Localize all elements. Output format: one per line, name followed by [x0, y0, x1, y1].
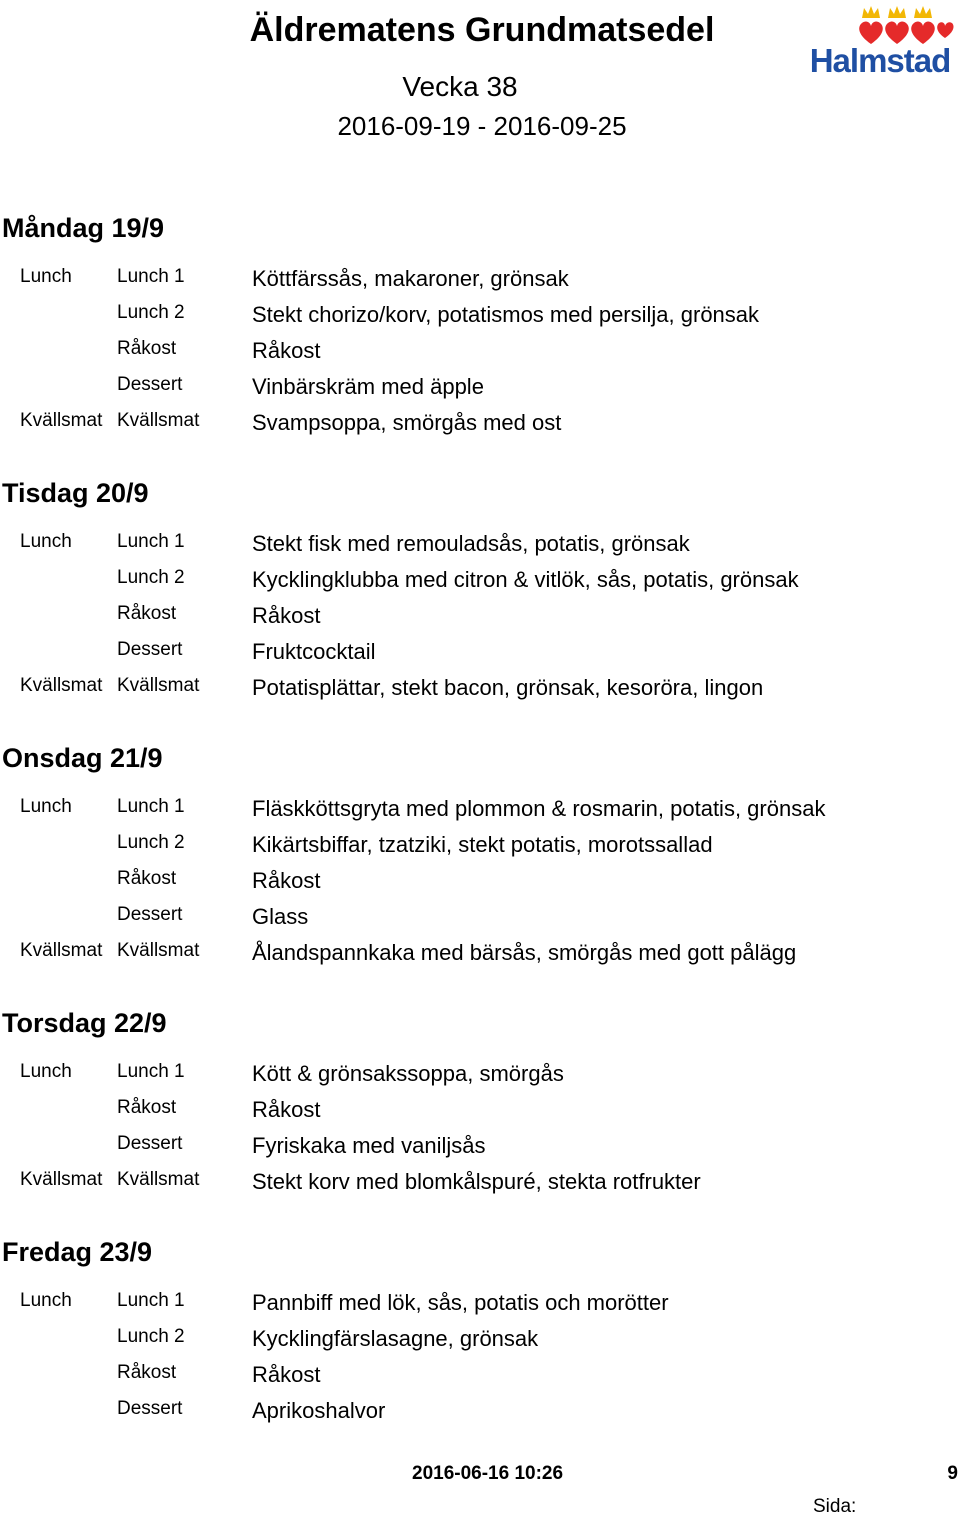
halmstad-logo	[800, 4, 960, 80]
meal-type: Lunch	[20, 796, 72, 817]
dish: Stekt fisk med remouladsås, potatis, grönsak	[252, 531, 690, 556]
dish: Fläskköttsgryta med plommon & rosmarin, potatis, grönsak	[252, 796, 826, 821]
dish: Råkost	[252, 338, 321, 363]
menu-row	[0, 337, 960, 373]
meal-subtype: Dessert	[117, 1133, 183, 1154]
menu-row	[0, 265, 960, 301]
meal-type: Lunch	[20, 1061, 72, 1082]
dish: Vinbärskräm med äpple	[252, 374, 484, 399]
menu-row	[0, 795, 960, 831]
document-header	[0, 0, 960, 160]
menu-row	[0, 530, 960, 566]
dish: Fyriskaka med vaniljsås	[252, 1133, 486, 1158]
dish: Kikärtsbiffar, tzatziki, stekt potatis, morotssallad	[252, 832, 713, 857]
meal-subtype: Dessert	[117, 639, 183, 660]
dish: Råkost	[252, 868, 321, 893]
dish: Aprikoshalvor	[252, 1398, 386, 1423]
meal-subtype: Lunch 2	[117, 1326, 185, 1347]
dish: Råkost	[252, 1362, 321, 1387]
print-timestamp: 2016-06-16 10:26	[412, 1463, 564, 1484]
meal-subtype: Dessert	[117, 374, 183, 395]
meal-subtype: Råkost	[117, 1362, 177, 1383]
dish: Ålandspannkaka med bärsås, smörgås med gott pålägg	[252, 940, 797, 965]
dish: Glass	[252, 904, 309, 929]
meal-subtype: Dessert	[117, 1398, 183, 1419]
menu-row	[0, 1361, 960, 1397]
dish: Köttfärssås, makaroner, grönsak	[252, 266, 569, 291]
dish: Kycklingfärslasagne, grönsak	[252, 1326, 539, 1351]
menu-row	[0, 1168, 960, 1204]
page-title: Äldrematens Grundmatsedel	[249, 11, 715, 49]
meal-subtype: Lunch 1	[117, 266, 185, 287]
menu-row	[0, 373, 960, 409]
menu-row	[0, 903, 960, 939]
menu-row	[0, 409, 960, 445]
week-label: Vecka 38	[402, 71, 518, 102]
dish: Stekt chorizo/korv, potatismos med persilja, grönsak	[252, 302, 760, 327]
menu-row	[0, 602, 960, 638]
page-label: Sida:	[813, 1496, 857, 1517]
menu-row	[0, 1060, 960, 1096]
meal-subtype: Dessert	[117, 904, 183, 925]
meal-subtype: Lunch 1	[117, 1290, 185, 1311]
dish: Stekt korv med blomkålspuré, stekta rotfrukter	[252, 1169, 701, 1194]
meal-subtype: Lunch 1	[117, 531, 185, 552]
page-number: 9	[947, 1463, 958, 1484]
meal-subtype: Kvällsmat	[117, 1169, 200, 1190]
dish: Pannbiff med lök, sås, potatis och morötter	[252, 1290, 669, 1315]
day-title: Onsdag 21/9	[2, 743, 163, 773]
meal-type: Kvällsmat	[20, 1169, 103, 1190]
meal-subtype: Lunch 2	[117, 567, 185, 588]
meal-subtype: Råkost	[117, 1097, 177, 1118]
menu-row	[0, 939, 960, 975]
meal-type: Kvällsmat	[20, 410, 103, 431]
dish: Råkost	[252, 1097, 321, 1122]
meal-subtype: Råkost	[117, 338, 177, 359]
meal-type: Kvällsmat	[20, 675, 103, 696]
day-title: Fredag 23/9	[2, 1237, 153, 1267]
menu-row	[0, 867, 960, 903]
meal-type: Lunch	[20, 1290, 72, 1311]
dish: Svampsoppa, smörgås med ost	[252, 410, 562, 435]
meal-subtype: Lunch 2	[117, 832, 185, 853]
dish: Fruktcocktail	[252, 639, 376, 664]
meal-subtype: Kvällsmat	[117, 410, 200, 431]
meal-subtype: Lunch 1	[117, 796, 185, 817]
day-title: Torsdag 22/9	[2, 1008, 167, 1038]
dish: Kycklingklubba med citron & vitlök, sås, potatis, grönsak	[252, 567, 799, 592]
menu-row	[0, 638, 960, 674]
meal-subtype: Råkost	[117, 868, 177, 889]
dish: Potatisplättar, stekt bacon, grönsak, kesoröra, lingon	[252, 675, 764, 700]
menu-row	[0, 1325, 960, 1361]
meal-type: Lunch	[20, 531, 72, 552]
meal-subtype: Kvällsmat	[117, 675, 200, 696]
menu-row	[0, 1289, 960, 1325]
meal-type: Kvällsmat	[20, 940, 103, 961]
meal-subtype: Kvällsmat	[117, 940, 200, 961]
dish: Kött & grönsakssoppa, smörgås	[252, 1061, 564, 1086]
menu-row	[0, 1132, 960, 1168]
day-title: Tisdag 20/9	[2, 478, 149, 508]
menu-row	[0, 566, 960, 602]
menu-row	[0, 674, 960, 710]
meal-subtype: Lunch 2	[117, 302, 185, 323]
date-range: 2016-09-19 - 2016-09-25	[337, 111, 627, 141]
logo-wordmark: Halmstad	[809, 42, 951, 79]
meal-type: Lunch	[20, 266, 72, 287]
menu-row	[0, 831, 960, 867]
menu-row	[0, 301, 960, 337]
menu-row	[0, 1397, 960, 1433]
day-title: Måndag 19/9	[2, 213, 165, 243]
dish: Råkost	[252, 603, 321, 628]
menu-row	[0, 1096, 960, 1132]
meal-subtype: Lunch 1	[117, 1061, 185, 1082]
meal-subtype: Råkost	[117, 603, 177, 624]
